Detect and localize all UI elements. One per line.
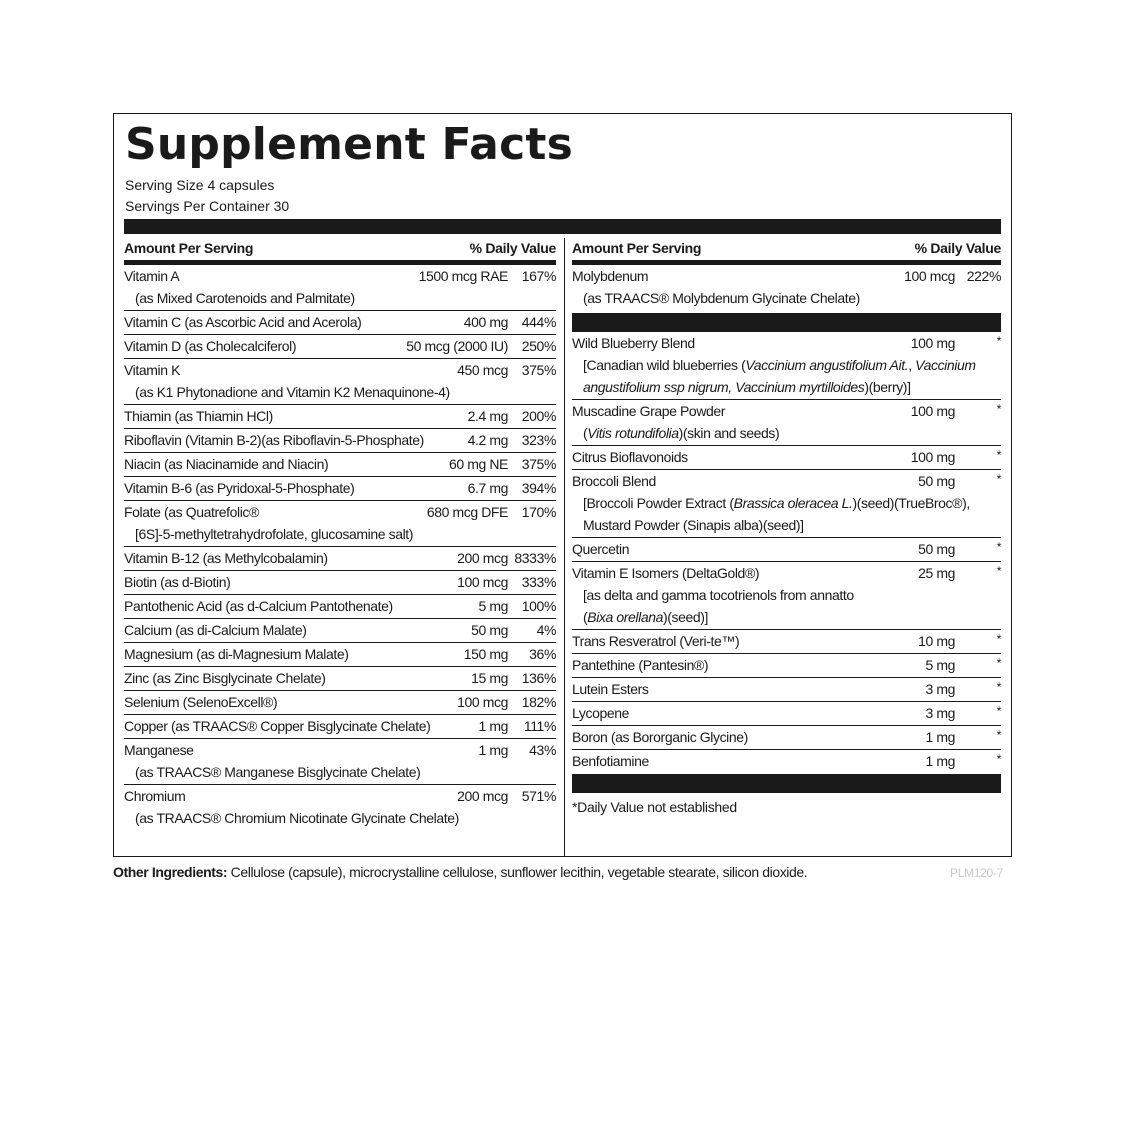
- nutrient-amount: 1 mg: [478, 742, 508, 758]
- nutrient-daily-value: 394%: [521, 480, 556, 496]
- nutrient-amount: 5 mg: [925, 657, 955, 673]
- nutrient-name: Lycopene: [572, 705, 629, 721]
- nutrient-amount: 200 mcg: [457, 788, 508, 804]
- nutrient-daily-value: 111%: [523, 718, 556, 734]
- nutrient-name: Copper (as TRAACS® Copper Bisglycinate Chelate): [124, 718, 431, 734]
- nutrient-name: Manganese: [124, 742, 194, 758]
- nutrient-amount: 50 mg: [918, 473, 955, 489]
- daily-value-label: % Daily Value: [469, 240, 556, 256]
- nutrient-daily-value: 444%: [521, 314, 556, 330]
- nutrient-amount: 6.7 mg: [467, 480, 508, 496]
- serving-size: Serving Size 4 capsules: [125, 177, 275, 193]
- nutrient-daily-value: 375%: [521, 362, 556, 378]
- nutrient-daily-value: *: [996, 448, 1001, 462]
- nutrient-row: [124, 265, 556, 311]
- nutrient-row: [572, 702, 1001, 726]
- ingredient-source: [Broccoli Powder Extract (Brassica oleracea L.)(seed)(TrueBroc®), Mustard Powder (Sinapis alba)(seed)]: [583, 495, 970, 533]
- nutrient-amount: 3 mg: [925, 681, 955, 697]
- supplement-facts-panel: [113, 113, 1012, 857]
- nutrient-name: Vitamin A: [124, 268, 180, 284]
- nutrient-daily-value: 222%: [966, 268, 1001, 284]
- nutrient-name: Niacin (as Niacinamide and Niacin): [124, 456, 329, 472]
- daily-value-footnote: *Daily Value not established: [572, 799, 737, 815]
- top-rule-bar: [124, 219, 1001, 234]
- nutrient-amount: 2.4 mg: [467, 408, 508, 424]
- right-column: [572, 238, 1001, 815]
- nutrient-name: Thiamin (as Thiamin HCl): [124, 408, 273, 424]
- nutrient-name: Vitamin B-12 (as Methylcobalamin): [124, 550, 328, 566]
- nutrient-daily-value: *: [996, 472, 1001, 486]
- nutrient-name: Biotin (as d-Biotin): [124, 574, 231, 590]
- nutrient-amount: 3 mg: [925, 705, 955, 721]
- nutrient-name: Zinc (as Zinc Bisglycinate Chelate): [124, 670, 326, 686]
- other-ingredients: [113, 864, 807, 880]
- nutrient-source: [6S]-5-methyltetrahydrofolate, glucosamine salt): [135, 526, 414, 542]
- nutrient-row: [572, 332, 1001, 400]
- nutrient-row: [572, 630, 1001, 654]
- nutrient-amount: 50 mcg (2000 IU): [406, 338, 508, 354]
- nutrient-row: [572, 538, 1001, 562]
- nutrient-amount: 50 mg: [471, 622, 508, 638]
- nutrient-daily-value: 323%: [521, 432, 556, 448]
- amount-per-serving-label: Amount Per Serving: [124, 240, 254, 256]
- nutrient-name: Vitamin K: [124, 362, 181, 378]
- amount-per-serving-label: Amount Per Serving: [572, 240, 702, 256]
- nutrient-daily-value: *: [996, 402, 1001, 416]
- nutrient-daily-value: 571%: [521, 788, 556, 804]
- nutrient-row: [124, 405, 556, 429]
- nutrient-amount: 150 mg: [463, 646, 508, 662]
- nutrient-amount: 400 mg: [463, 314, 508, 330]
- nutrient-amount: 100 mg: [910, 403, 955, 419]
- nutrient-name: Pantothenic Acid (as d-Calcium Pantothenate): [124, 598, 393, 614]
- nutrient-name: Wild Blueberry Blend: [572, 335, 695, 351]
- nutrient-daily-value: *: [996, 564, 1001, 578]
- nutrient-source: (as Mixed Carotenoids and Palmitate): [135, 290, 355, 306]
- ingredient-source: (Vitis rotundifolia)(skin and seeds): [583, 425, 780, 441]
- nutrient-name: Riboflavin (Vitamin B-2)(as Riboflavin-5-Phosphate): [124, 432, 424, 448]
- nutrient-name: Selenium (SelenoExcell®): [124, 694, 278, 710]
- ingredient-source: [as delta and gamma tocotrienols from annatto (Bixa orellana)(seed)]: [583, 587, 854, 625]
- section-bar: [572, 313, 1001, 332]
- nutrient-amount: 25 mg: [918, 565, 955, 581]
- nutrient-source: (as TRAACS® Manganese Bisglycinate Chelate): [135, 764, 421, 780]
- nutrient-name: Boron (as Bororganic Glycine): [572, 729, 748, 745]
- nutrient-amount: 450 mcg: [457, 362, 508, 378]
- nutrient-name: Molybdenum: [572, 268, 649, 284]
- nutrient-row: [572, 750, 1001, 773]
- nutrient-name: Citrus Bioflavonoids: [572, 449, 688, 465]
- nutrient-name: Lutein Esters: [572, 681, 649, 697]
- nutrient-name: Broccoli Blend: [572, 473, 656, 489]
- nutrient-daily-value: *: [996, 680, 1001, 694]
- nutrient-daily-value: 8333%: [514, 550, 556, 566]
- nutrient-daily-value: 200%: [521, 408, 556, 424]
- nutrient-row-molybdenum: [572, 265, 1001, 310]
- nutrient-name: Vitamin E Isomers (DeltaGold®): [572, 565, 760, 581]
- nutrient-name: Muscadine Grape Powder: [572, 403, 726, 419]
- nutrient-daily-value: *: [996, 632, 1001, 646]
- nutrient-row: [572, 446, 1001, 470]
- nutrient-amount: 100 mcg: [457, 694, 508, 710]
- nutrient-row: [572, 470, 1001, 538]
- nutrient-daily-value: *: [996, 704, 1001, 718]
- nutrient-row: [572, 726, 1001, 750]
- nutrient-daily-value: 4%: [536, 622, 556, 638]
- nutrient-name: Vitamin C (as Ascorbic Acid and Acerola): [124, 314, 362, 330]
- nutrient-row: [124, 715, 556, 739]
- nutrient-amount: 50 mg: [918, 541, 955, 557]
- nutrient-row: [124, 595, 556, 619]
- nutrient-amount: 10 mg: [918, 633, 955, 649]
- nutrient-daily-value: *: [996, 728, 1001, 742]
- nutrient-row: [124, 547, 556, 571]
- left-nutrient-list: [124, 265, 556, 830]
- ingredient-source: [Canadian wild blueberries (Vaccinium angustifolium Ait., Vaccinium angustifolium ssp nigrum, Vaccinium myrtilloides)(berry)]: [583, 357, 976, 395]
- nutrient-daily-value: *: [996, 540, 1001, 554]
- nutrient-daily-value: *: [996, 752, 1001, 766]
- nutrient-daily-value: 36%: [529, 646, 556, 662]
- nutrient-name: Trans Resveratrol (Veri-te™): [572, 633, 740, 649]
- nutrient-daily-value: *: [996, 334, 1001, 348]
- nutrient-daily-value: 250%: [521, 338, 556, 354]
- nutrient-amount: 1 mg: [925, 729, 955, 745]
- bottom-rule-bar: [572, 774, 1001, 793]
- nutrient-row: [124, 619, 556, 643]
- nutrient-source: (as TRAACS® Molybdenum Glycinate Chelate): [583, 290, 860, 306]
- nutrient-row: [124, 691, 556, 715]
- other-ingredients-label: Other Ingredients:: [113, 864, 228, 880]
- panel-title: Supplement Facts: [125, 119, 573, 170]
- nutrient-amount: 1 mg: [478, 718, 508, 734]
- nutrient-amount: 5 mg: [478, 598, 508, 614]
- nutrient-daily-value: 182%: [521, 694, 556, 710]
- nutrient-daily-value: 170%: [521, 504, 556, 520]
- nutrient-daily-value: 136%: [521, 670, 556, 686]
- nutrient-name: Vitamin B-6 (as Pyridoxal-5-Phosphate): [124, 480, 355, 496]
- nutrient-daily-value: 333%: [521, 574, 556, 590]
- nutrient-amount: 680 mcg DFE: [426, 504, 508, 520]
- nutrient-name: Vitamin D (as Cholecalciferol): [124, 338, 297, 354]
- nutrient-amount: 100 mg: [910, 449, 955, 465]
- nutrient-row: [124, 477, 556, 501]
- nutrient-name: Pantethine (Pantesin®): [572, 657, 709, 673]
- nutrient-row: [124, 429, 556, 453]
- left-column: [124, 238, 556, 830]
- nutrient-amount: 1 mg: [925, 753, 955, 769]
- servings-per-container: Servings Per Container 30: [125, 198, 290, 214]
- nutrient-row: [572, 654, 1001, 678]
- left-header: [124, 238, 556, 265]
- nutrient-name: Magnesium (as di-Magnesium Malate): [124, 646, 349, 662]
- nutrient-amount: 4.2 mg: [467, 432, 508, 448]
- nutrient-row: [124, 667, 556, 691]
- nutrient-source: (as K1 Phytonadione and Vitamin K2 Menaquinone-4): [135, 384, 450, 400]
- other-ingredients-text: Cellulose (capsule), microcrystalline cellulose, sunflower lecithin, vegetable stearate, silicon dioxide.: [227, 864, 808, 880]
- nutrient-daily-value: 100%: [521, 598, 556, 614]
- nutrient-source: (as TRAACS® Chromium Nicotinate Glycinate Chelate): [135, 810, 459, 826]
- nutrient-amount: 100 mcg: [457, 574, 508, 590]
- column-divider: [564, 238, 565, 856]
- nutrient-name: Benfotiamine: [572, 753, 649, 769]
- nutrient-row: [124, 453, 556, 477]
- nutrient-amount: 100 mg: [910, 335, 955, 351]
- nutrient-row: [124, 571, 556, 595]
- nutrient-row: [124, 311, 556, 335]
- nutrient-name: Quercetin: [572, 541, 630, 557]
- nutrient-row: [572, 562, 1001, 630]
- nutrient-row: [124, 501, 556, 547]
- nutrient-row: [572, 678, 1001, 702]
- nutrient-amount: 200 mcg: [457, 550, 508, 566]
- nutrient-name: Folate (as Quatrefolic®: [124, 504, 259, 520]
- right-header: [572, 238, 1001, 265]
- nutrient-amount: 15 mg: [471, 670, 508, 686]
- nutrient-daily-value: 167%: [521, 268, 556, 284]
- nutrient-name: Chromium: [124, 788, 186, 804]
- nutrient-row: [124, 359, 556, 405]
- nutrient-row: [572, 400, 1001, 446]
- nutrient-amount: 1500 mcg RAE: [418, 268, 508, 284]
- nutrient-row: [124, 785, 556, 830]
- nutrient-row: [124, 335, 556, 359]
- nutrient-amount: 100 mcg: [904, 268, 955, 284]
- daily-value-label: % Daily Value: [914, 240, 1001, 256]
- right-ingredient-list: [572, 332, 1001, 773]
- nutrient-daily-value: 375%: [521, 456, 556, 472]
- product-code: PLM120-7: [950, 866, 1003, 880]
- nutrient-name: Calcium (as di-Calcium Malate): [124, 622, 307, 638]
- nutrient-amount: 60 mg NE: [448, 456, 508, 472]
- nutrient-row: [124, 739, 556, 785]
- nutrient-row: [124, 643, 556, 667]
- nutrient-daily-value: 43%: [529, 742, 556, 758]
- nutrient-daily-value: *: [996, 656, 1001, 670]
